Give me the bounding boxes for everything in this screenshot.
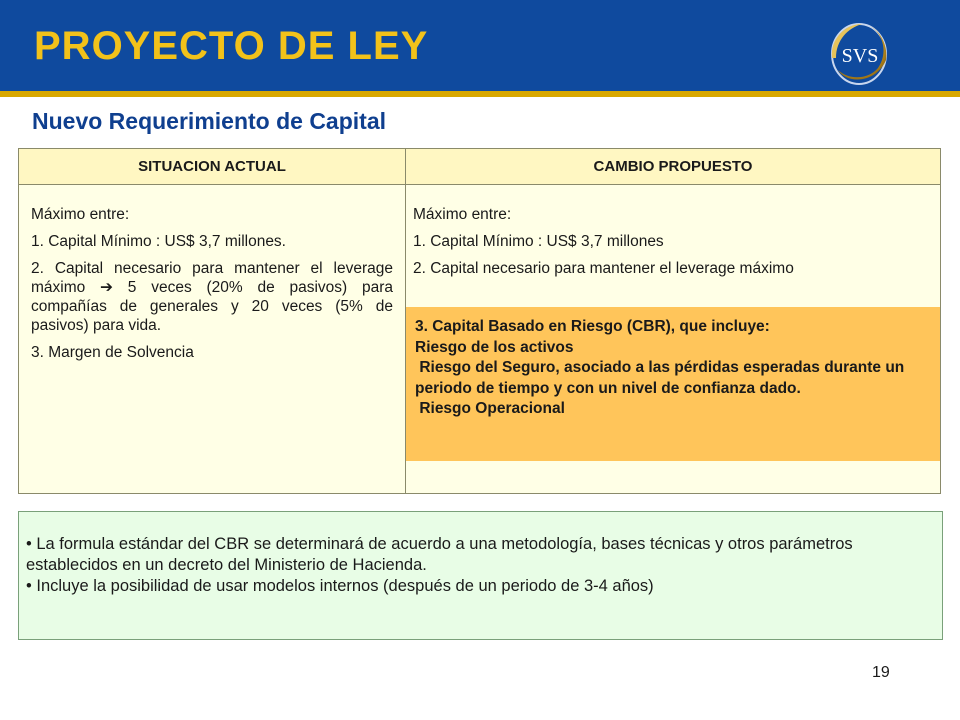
situacion-actual-cell bbox=[31, 205, 393, 370]
left-item: Máximo entre: bbox=[31, 206, 130, 223]
right-item: 1. Capital Mínimo : US$ 3,7 millones bbox=[413, 233, 664, 250]
header-cambio-propuesto: CAMBIO PROPUESTO bbox=[593, 158, 753, 175]
left-item: 2. Capital necesario para mantener el leverage máximo ➔ 5 veces (20% de pasivos) para compañías de generales y 20 veces (5% de pasivos) para vida. bbox=[31, 260, 393, 334]
slide-title: PROYECTO DE LEY bbox=[34, 24, 429, 68]
cbr-line: Riesgo Operacional bbox=[415, 400, 565, 417]
cbr-line: Riesgo del Seguro, asociado a las pérdidas esperadas durante un periodo de tiempo y con un nivel de confianza dado. bbox=[415, 359, 909, 397]
note-item: • La formula estándar del CBR se determinará de acuerdo a una metodología, bases técnicas y otros parámetros establecidos en un decreto del Ministerio de Hacienda. bbox=[26, 535, 853, 574]
cbr-text bbox=[415, 317, 925, 420]
svs-logo bbox=[826, 18, 896, 88]
right-item: Máximo entre: bbox=[413, 206, 512, 223]
cbr-line: Riesgo de los activos bbox=[415, 338, 574, 356]
logo-text: SVS bbox=[841, 45, 879, 67]
header-situacion-actual: SITUACION ACTUAL bbox=[138, 158, 286, 175]
notes-text bbox=[26, 534, 931, 597]
left-item: 1. Capital Mínimo : US$ 3,7 millones. bbox=[31, 233, 286, 250]
right-item: 2. Capital necesario para mantener el leverage máximo bbox=[413, 260, 794, 277]
column-divider bbox=[405, 149, 406, 493]
page-number: 19 bbox=[872, 664, 890, 681]
comparison-table bbox=[18, 148, 941, 494]
notes-box bbox=[18, 511, 943, 640]
table-header-row bbox=[19, 149, 940, 185]
cbr-line: 3. Capital Basado en Riesgo (CBR), que incluye: bbox=[415, 318, 770, 335]
header-accent-line bbox=[0, 91, 960, 97]
cambio-propuesto-cell bbox=[413, 205, 923, 286]
section-subtitle: Nuevo Requerimiento de Capital bbox=[32, 108, 387, 134]
left-item: 3. Margen de Solvencia bbox=[31, 344, 194, 361]
note-item: • Incluye la posibilidad de usar modelos internos (después de un periodo de 3-4 años) bbox=[26, 577, 654, 595]
